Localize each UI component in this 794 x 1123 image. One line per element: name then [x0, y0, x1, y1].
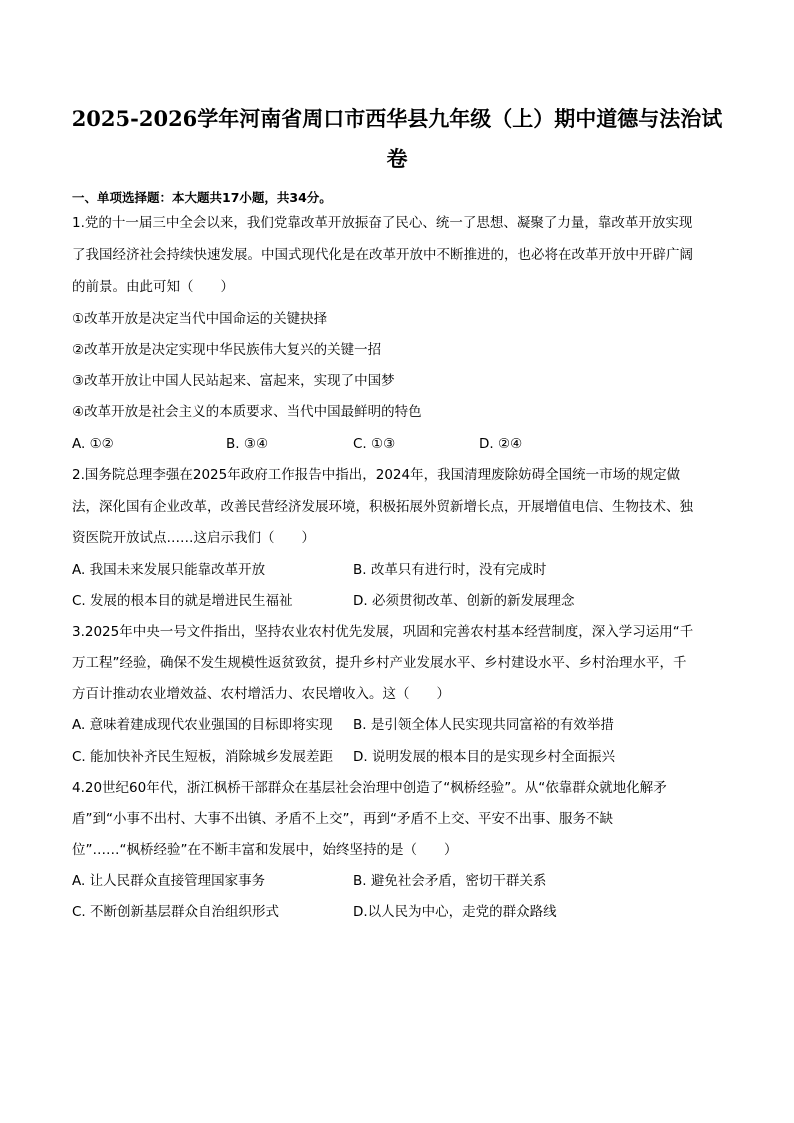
q3-option-c: C. 能加快补齐民生短板，消除城乡发展差距	[72, 749, 334, 765]
q1-statement-2: ②改革开放是决定实现中华民族伟大复兴的关键一招	[72, 342, 382, 358]
q2-option-c: C. 发展的根本目的就是增进民生福祉	[72, 593, 293, 609]
q2-stem-line-1: 2.国务院总理李强在2025年政府工作报告中指出，2024年，我国清理废除妨碍全国统一市场的规定做	[72, 467, 681, 483]
q1-statement-4: ④改革开放是社会主义的本质要求、当代中国最鲜明的特色	[72, 404, 422, 420]
q4-option-b: B. 避免社会矛盾，密切干群关系	[353, 873, 547, 889]
q4-option-c: C. 不断创新基层群众自治组织形式	[72, 904, 280, 920]
q3-stem-line-3: 方百计推动农业增效益、农村增活力、农民增收入。这（ ）	[72, 686, 450, 702]
q4-stem-line-3: 位”……“枫桥经验”在不断丰富和发展中，始终坚持的是（ ）	[72, 842, 458, 858]
q3-option-b: B. 是引领全体人民实现共同富裕的有效举措	[353, 717, 614, 733]
exam-title-line-1: 2025-2026学年河南省周口市西华县九年级（上）期中道德与法治试	[71, 106, 723, 131]
q1-option-a: A. ①②	[72, 436, 114, 452]
q3-stem-line-1: 3.2025年中央一号文件指出，坚持农业农村优先发展，巩固和完善农村基本经营制度，深入学习运用“千	[72, 624, 694, 640]
q1-stem-line-1: 1.党的十一届三中全会以来，我们党靠改革开放振奋了民心、统一了思想、凝聚了力量，靠改革开放实现	[72, 215, 693, 231]
exam-title-line-2: 卷	[386, 146, 408, 171]
q2-stem-line-2: 法，深化国有企业改革，改善民营经济发展环境，积极拓展外贸新增长点，开展增值电信、生物技术、独	[72, 499, 693, 515]
q1-option-d: D. ②④	[479, 436, 523, 452]
q2-stem-line-3: 资医院开放试点……这启示我们（ ）	[72, 530, 315, 546]
q1-stem-line-2: 了我国经济社会持续快速发展。中国式现代化是在改革开放中不断推进的，也必将在改革开放中开辟广阔	[72, 247, 693, 263]
q1-option-b: B. ③④	[226, 436, 269, 452]
q2-option-d: D. 必须贯彻改革、创新的新发展理念	[353, 593, 575, 609]
q4-option-a: A. 让人民群众直接管理国家事务	[72, 873, 266, 889]
q1-statement-3: ③改革开放让中国人民站起来、富起来，实现了中国梦	[72, 373, 395, 389]
q1-statement-1: ①改革开放是决定当代中国命运的关键抉择	[72, 311, 328, 327]
q4-stem-line-2: 盾”到“小事不出村、大事不出镇、矛盾不上交”，再到“矛盾不上交、平安不出事、服务不缺	[72, 811, 613, 827]
q3-stem-line-2: 万工程”经验，确保不发生规模性返贫致贫，提升乡村产业发展水平、乡村建设水平、乡村治理水平，千	[72, 655, 687, 671]
q1-stem-line-3: 的前景。由此可知（ ）	[72, 279, 234, 295]
q3-option-a: A. 意味着建成现代农业强国的目标即将实现	[72, 717, 333, 733]
q2-option-b: B. 改革只有进行时，没有完成时	[353, 562, 547, 578]
q4-stem-line-1: 4.20世纪60年代，浙江枫桥干部群众在基层社会治理中创造了“枫桥经验”。从“依靠群众就地化解矛	[72, 780, 667, 796]
q2-option-a: A. 我国未来发展只能靠改革开放	[72, 562, 266, 578]
q1-option-c: C. ①③	[353, 436, 396, 452]
q4-option-d: D.以人民为中心，走党的群众路线	[353, 904, 557, 920]
section-header: 一、单项选择题：本大题共17小题，共34分。	[72, 190, 332, 205]
q3-option-d: D. 说明发展的根本目的是实现乡村全面振兴	[353, 749, 615, 765]
